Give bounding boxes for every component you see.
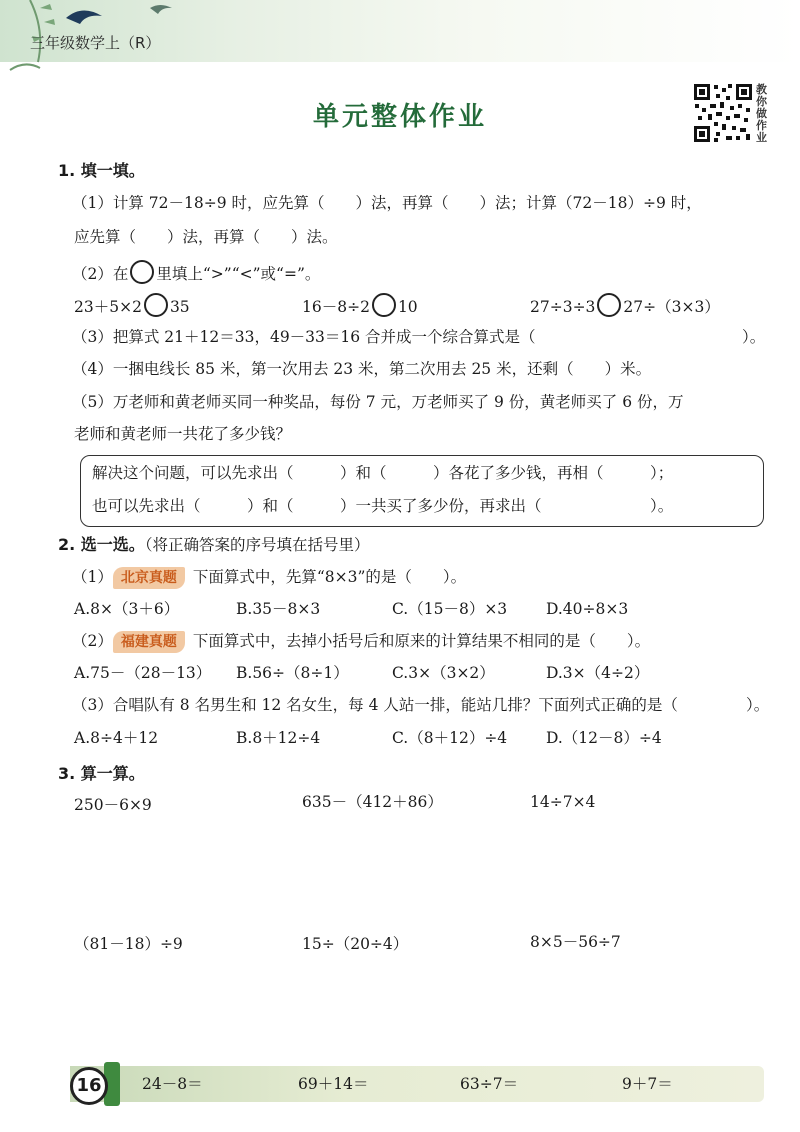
section-2-heading-row (58, 535, 370, 555)
s2-q3-option: C.（8＋12）÷4 (392, 729, 508, 747)
compare-circle[interactable] (144, 293, 168, 317)
s1-q1-line1: （1）计算 72－18÷9 时，应先算（ ）法，再算（ ）法；计算（72－18）÷9 时， (72, 194, 702, 212)
calc-problem: 250－6×9 (74, 796, 152, 814)
compare-circle[interactable] (130, 260, 154, 284)
section-2-heading: 2. 选一选。 (58, 535, 145, 554)
qr-label: 教你做作业 (756, 83, 767, 144)
s1-q5-line1: （5）万老师和黄老师买同一种奖品，每份 7 元，万老师买了 9 份，黄老师买了 6 份，万 (72, 393, 684, 411)
s1-q2-suffix: 里填上“>”“<”或“=”。 (156, 265, 321, 283)
s2-q1-option: B.35－8×3 (236, 600, 321, 618)
s1-q3-end: ）。 (742, 328, 766, 346)
s1-q2-prefix: （2）在 (72, 265, 129, 283)
s2-q2 (72, 631, 650, 653)
s2-q2-option: C.3×（3×2） (392, 664, 495, 682)
qr-code-icon (692, 82, 754, 144)
compare-item-3 (530, 293, 720, 317)
s2-q1-num: （1） (72, 568, 113, 586)
page-title: 单元整体作业 (312, 102, 487, 132)
compare-circle[interactable] (597, 293, 621, 317)
compare-right: 35 (169, 298, 190, 316)
s2-q3-end: ）。 (746, 696, 770, 714)
source-tag: 福建真题 (113, 631, 185, 653)
calc-problem: （81－18）÷9 (74, 935, 183, 953)
page-number: 16 (70, 1067, 108, 1105)
compare-left: 16－8÷2 (302, 298, 370, 316)
s2-q1-option: A.8×（3＋6） (74, 600, 180, 618)
s1-q2 (72, 260, 320, 284)
s2-q3: （3）合唱队有 8 名男生和 12 名女生，每 4 人站一排，能站几排？下面列式正确的是（ (72, 696, 678, 714)
s2-q2-option: A.75－（28－13） (74, 664, 212, 682)
s2-q3-option: A.8÷4＋12 (74, 729, 159, 747)
oral-calc-item: 63÷7＝ (460, 1075, 519, 1093)
s1-q4: （4）一捆电线长 85 米，第一次用去 23 米，第二次用去 25 米，还剩（ ）米。 (72, 360, 652, 378)
compare-circle[interactable] (372, 293, 396, 317)
calc-problem: 14÷7×4 (530, 793, 596, 811)
s1-q5-line2: 老师和黄老师一共花了多少钱？ (74, 425, 292, 443)
s2-q1-text: 下面算式中，先算“8×3”的是（ ）。 (192, 568, 467, 586)
section-2-note: （将正确答案的序号填在括号里） (144, 536, 370, 554)
s2-q1 (72, 567, 466, 589)
grade-label: 三年级数学上（R） (30, 34, 161, 52)
calc-problem: 15÷（20÷4） (302, 935, 409, 953)
box-line-1: 解决这个问题，可以先求出（ ）和（ ）各花了多少钱，再相（ ）； (92, 464, 674, 482)
compare-left: 23＋5×2 (74, 298, 142, 316)
source-tag: 北京真题 (113, 567, 185, 589)
calc-problem: 8×5－56÷7 (530, 933, 621, 951)
s1-q1-line2: 应先算（ ）法，再算（ ）法。 (74, 228, 338, 246)
s2-q2-text: 下面算式中，去掉小括号后和原来的计算结果不相同的是（ ）。 (192, 632, 651, 650)
compare-left: 27÷3÷3 (530, 298, 596, 316)
s2-q3-option: B.8＋12÷4 (236, 729, 321, 747)
compare-right: 10 (397, 298, 418, 316)
compare-item-1 (74, 293, 190, 317)
s2-q2-option: B.56÷（8÷1） (236, 664, 349, 682)
oral-calc-item: 69＋14＝ (298, 1075, 369, 1093)
s2-q1-option: D.40÷8×3 (546, 600, 629, 618)
oral-calc-item: 9＋7＝ (622, 1075, 673, 1093)
swallow-icon (66, 10, 102, 24)
box-line-2: 也可以先求出（ ）和（ ）一共买了多少份，再求出（ ）。 (92, 497, 674, 515)
oral-calc-item: 24－8＝ (142, 1075, 203, 1093)
compare-right: 27÷（3×3） (623, 298, 720, 316)
calc-problem: 635－（412＋86） (302, 793, 443, 811)
section-1-heading: 1. 填一填。 (58, 161, 145, 180)
section-3-heading: 3. 算一算。 (58, 764, 145, 783)
s1-q3: （3）把算式 21＋12＝33，49－33＝16 合并成一个综合算式是（ (72, 328, 536, 346)
s2-q3-option: D.（12－8）÷4 (546, 729, 662, 747)
s2-q2-num: （2） (72, 632, 113, 650)
compare-item-2 (302, 293, 418, 317)
s2-q1-option: C.（15－8）×3 (392, 600, 508, 618)
s2-q2-option: D.3×（4÷2） (546, 664, 650, 682)
